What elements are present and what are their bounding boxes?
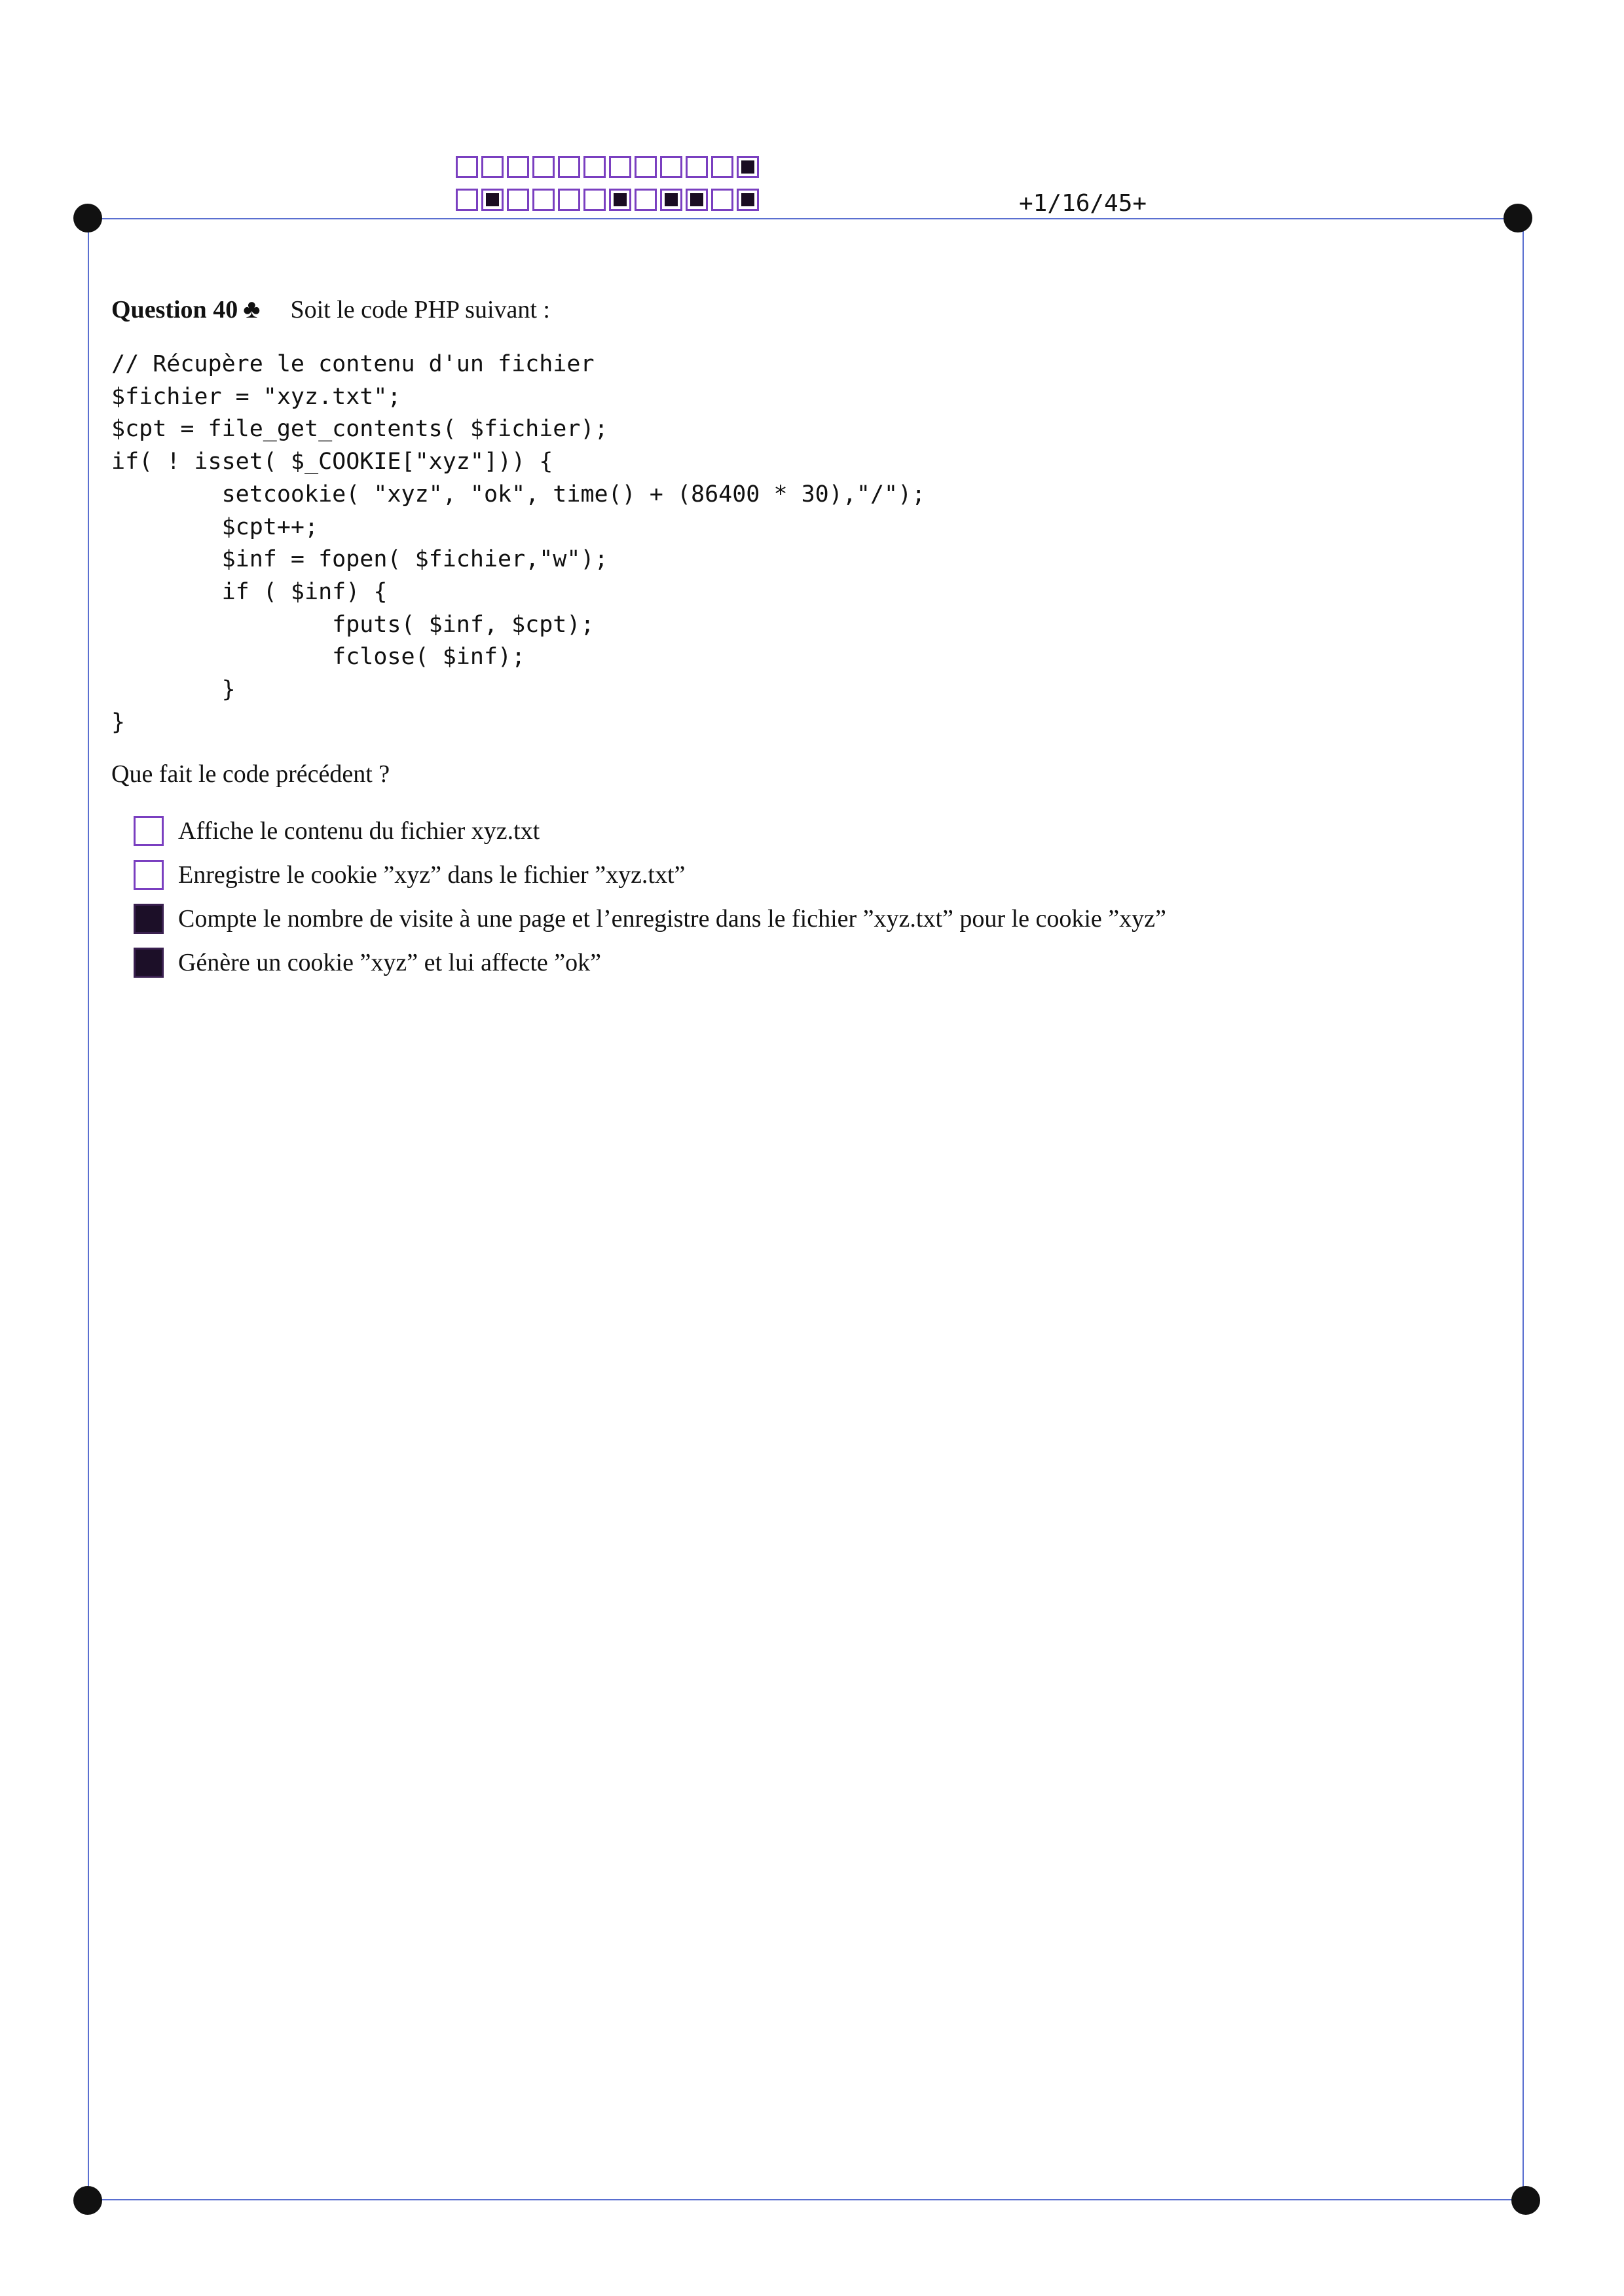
code-cell (635, 189, 657, 211)
code-cell (660, 189, 682, 211)
corner-marker-top-left (73, 204, 102, 232)
corner-marker-bottom-left (73, 2186, 102, 2215)
sheet-code-row-1 (456, 156, 762, 181)
code-cell (532, 189, 555, 211)
answer-checkbox[interactable] (134, 904, 164, 934)
code-cell (481, 189, 504, 211)
question-prompt: Que fait le code précédent ? (111, 760, 390, 788)
answer-text: Enregistre le cookie ”xyz” dans le fichier ”xyz.txt” (178, 861, 686, 889)
question-header (111, 293, 550, 324)
code-cell (583, 156, 606, 178)
code-cell (737, 156, 759, 178)
corner-marker-top-right (1504, 204, 1532, 232)
code-cell (660, 156, 682, 178)
code-cell (481, 156, 504, 178)
answer-text: Affiche le contenu du fichier xyz.txt (178, 817, 540, 845)
question-intro: Soit le code PHP suivant : (290, 296, 550, 324)
code-cell (635, 156, 657, 178)
answer-option (134, 948, 601, 978)
code-cell (456, 189, 478, 211)
code-cell (583, 189, 606, 211)
code-cell (558, 156, 580, 178)
code-cell (507, 156, 529, 178)
question-label: Question 40 (111, 296, 238, 324)
code-cell (737, 189, 759, 211)
code-cell (558, 189, 580, 211)
code-cell (711, 156, 733, 178)
club-icon: ♣ (243, 294, 261, 324)
corner-marker-bottom-right (1511, 2186, 1540, 2215)
answer-text: Génère un cookie ”xyz” et lui affecte ”ok” (178, 949, 601, 976)
php-code-block: // Récupère le contenu d'un fichier $fichier = "xyz.txt"; $cpt = file_get_contents( $fichier); if( ! isset( $_COOKIE["xyz"])) { setcookie( "xyz", "ok", time() + (86400 * 30),"/"); $cpt++; $inf = fopen( $fichier,"w"); if ( $inf) { fputs( $inf, $cpt); fclose( $inf); } } (111, 351, 926, 735)
answer-text: Compte le nombre de visite à une page et l’enregistre dans le fichier ”xyz.txt” pour le cookie ”xyz” (178, 905, 1166, 933)
code-cell (456, 156, 478, 178)
sheet-id: +1/16/45+ (1019, 190, 1147, 217)
answer-option (134, 860, 685, 890)
answer-checkbox[interactable] (134, 948, 164, 978)
sheet-code-row-2 (456, 189, 762, 213)
code-cell (609, 156, 631, 178)
code-cell (711, 189, 733, 211)
answer-checkbox[interactable] (134, 860, 164, 890)
code-cell (609, 189, 631, 211)
answer-option (134, 816, 540, 846)
code-cell (507, 189, 529, 211)
code-cell (686, 189, 708, 211)
code-cell (532, 156, 555, 178)
code-cell (686, 156, 708, 178)
answer-checkbox[interactable] (134, 816, 164, 846)
answer-option (134, 904, 1166, 934)
